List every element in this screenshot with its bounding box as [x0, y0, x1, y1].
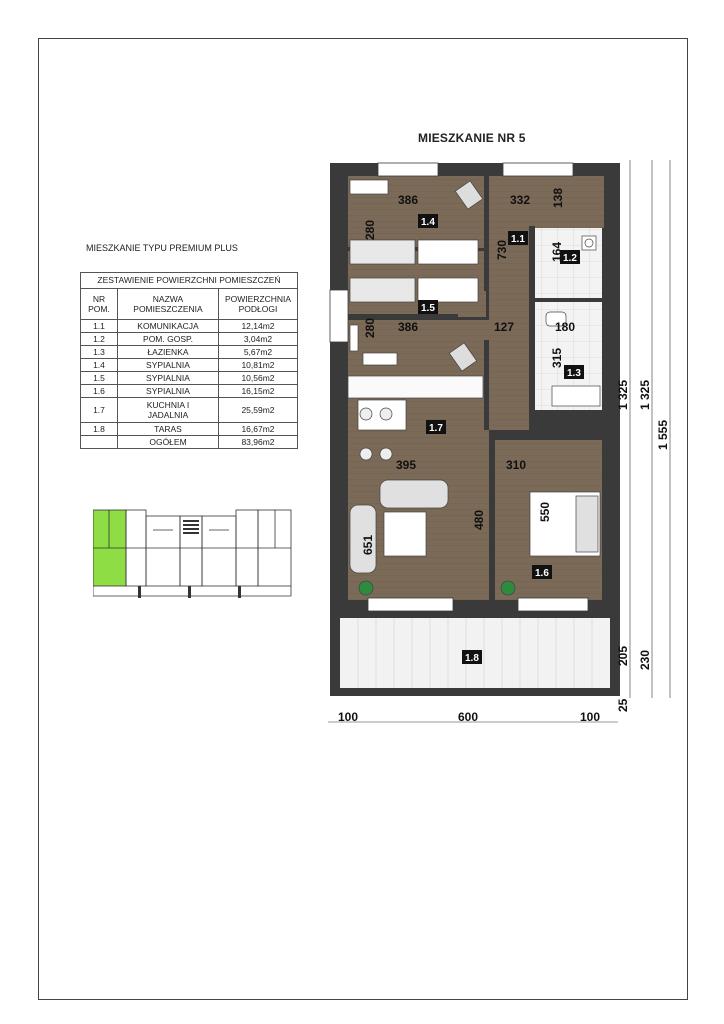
row-nr: 1.1: [81, 320, 118, 333]
table-row: [81, 333, 298, 346]
dim-138: 138: [551, 187, 565, 208]
row-name: POM. GOSP.: [118, 333, 219, 346]
header-nr: NR POM.: [81, 289, 118, 320]
dim-386-top: 386: [398, 193, 419, 207]
row-area: 25,59m2: [219, 398, 298, 423]
row-nr: 1.5: [81, 372, 118, 385]
row-nr: 1.8: [81, 423, 118, 436]
table-row: [81, 423, 298, 436]
room-label-1-8: 1.8: [465, 653, 479, 664]
room-label-1-5: 1.5: [421, 303, 435, 314]
row-area: 12,14m2: [219, 320, 298, 333]
dim-550: 550: [538, 501, 552, 522]
dim-386-mid: 386: [398, 320, 419, 334]
dim-164: 164: [550, 241, 564, 262]
row-name: TARAS: [118, 423, 219, 436]
total-label: OGÓŁEM: [118, 436, 219, 449]
room-label-1-6: 1.6: [535, 568, 549, 579]
header-name: NAZWA POMIESZCZENIA: [118, 289, 219, 320]
room-1-1-corridor: [489, 176, 529, 431]
dim-127: 127: [494, 320, 515, 334]
room-label-1-3: 1.3: [567, 368, 581, 379]
dim-230: 230: [638, 649, 652, 670]
apartment-title: MIESZKANIE NR 5: [418, 131, 526, 145]
table-row: [81, 346, 298, 359]
row-name: SYPIALNIA: [118, 372, 219, 385]
table-row: [81, 359, 298, 372]
row-nr: 1.4: [81, 359, 118, 372]
room-label-1-1: 1.1: [511, 234, 525, 245]
table-row: [81, 385, 298, 398]
room-label-1-2: 1.2: [563, 253, 577, 264]
dim-395: 395: [396, 458, 417, 472]
row-name: KOMUNIKACJA: [118, 320, 219, 333]
dim-280-mid: 280: [363, 317, 377, 338]
total-area: 83,96m2: [219, 436, 298, 449]
dim-1325-a: 1 325: [616, 379, 630, 410]
table-row: [81, 398, 298, 423]
dim-1325-b: 1 325: [638, 379, 652, 410]
dim-180: 180: [555, 320, 576, 334]
key-plan: [93, 508, 292, 602]
dim-480: 480: [472, 509, 486, 530]
dim-25: 25: [616, 698, 630, 712]
row-area: 16,15m2: [219, 385, 298, 398]
dim-332: 332: [510, 193, 531, 207]
row-name: ŁAZIENKA: [118, 346, 219, 359]
area-table-caption: ZESTAWIENIE POWIERZCHNI POMIESZCZEŃ: [81, 273, 298, 289]
dim-280-top: 280: [363, 219, 377, 240]
area-table: [80, 272, 298, 449]
table-row: [81, 372, 298, 385]
dim-315: 315: [550, 347, 564, 368]
dim-205: 205: [616, 645, 630, 666]
row-area: 3,04m2: [219, 333, 298, 346]
dim-100-right: 100: [580, 710, 601, 724]
row-nr: 1.6: [81, 385, 118, 398]
row-name: SYPIALNIA: [118, 359, 219, 372]
dim-100-left: 100: [338, 710, 359, 724]
table-total-row: [81, 436, 298, 449]
apartment-type-title: MIESZKANIE TYPU PREMIUM PLUS: [86, 243, 238, 253]
row-area: 16,67m2: [219, 423, 298, 436]
room-label-1-7: 1.7: [429, 423, 443, 434]
row-area: 5,67m2: [219, 346, 298, 359]
row-name: KUCHNIA I JADALNIA: [118, 398, 219, 423]
row-name: SYPIALNIA: [118, 385, 219, 398]
dim-600: 600: [458, 710, 479, 724]
row-nr: 1.3: [81, 346, 118, 359]
row-area: 10,81m2: [219, 359, 298, 372]
header-area: POWIERZCHNIA PODŁOGI: [219, 289, 298, 320]
row-nr: 1.2: [81, 333, 118, 346]
room-1-1-hall: [529, 176, 604, 228]
table-row: [81, 320, 298, 333]
room-label-1-4: 1.4: [421, 217, 435, 228]
floor-plan: [318, 150, 678, 725]
dim-651: 651: [361, 534, 375, 555]
dim-310: 310: [506, 458, 527, 472]
row-area: 10,56m2: [219, 372, 298, 385]
dim-1555: 1 555: [656, 419, 670, 450]
dim-730: 730: [495, 239, 509, 260]
row-nr: 1.7: [81, 398, 118, 423]
